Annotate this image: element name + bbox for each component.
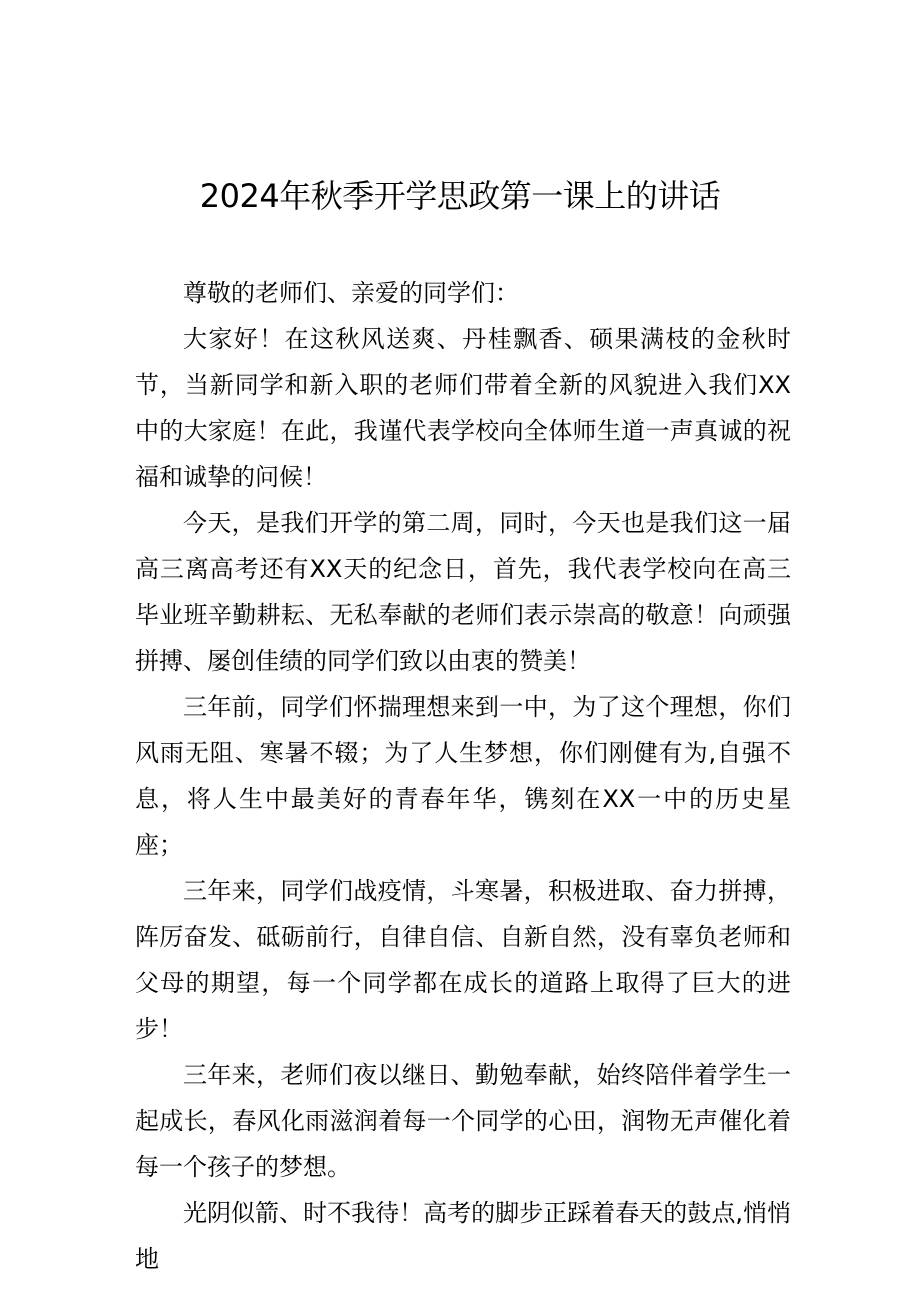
salutation-paragraph: 尊敬的老师们、亲爱的同学们： bbox=[183, 279, 519, 307]
anniversary-paragraph: 今天，是我们开学的第二周，同时，今天也是我们这一届高三离高考还有XX天的纪念日，首先，我代表学校向在高三毕业班辛勤耕耘、无私奉献的老师们表示崇高的敬意！向顽强拼搏、屡创佳绩的同学们致以由衷的赞美！ bbox=[135, 509, 791, 675]
teachers-dedication-paragraph: 三年来，老师们夜以继日、勤勉奉献，始终陪伴着学生一起成长，春风化雨滋润着每一个同学的心田，润物无声催化着每一个孩子的梦想。 bbox=[135, 1061, 791, 1181]
three-years-ago-paragraph: 三年前，同学们怀揣理想来到一中，为了这个理想，你们风雨无阻、寒暑不辍；为了人生梦想，你们刚健有为,自强不息，将人生中最美好的青春年华，镌刻在XX一中的历史星座； bbox=[135, 693, 791, 859]
time-flies-paragraph: 光阴似箭、时不我待！高考的脚步正踩着春天的鼓点,悄悄地 bbox=[135, 1199, 791, 1273]
greeting-paragraph: 大家好！在这秋风送爽、丹桂飘香、硕果满枝的金秋时节，当新同学和新入职的老师们带着全新的风貌进入我们XX中的大家庭！在此，我谨代表学校向全体师生道一声真诚的祝福和诚挚的问候！ bbox=[135, 325, 791, 491]
document-body bbox=[135, 270, 791, 1282]
document-title: 2024年秋季开学思政第一课上的讲话 bbox=[199, 177, 721, 215]
students-progress-paragraph: 三年来，同学们战疫情，斗寒暑，积极进取、奋力拼搏，阵厉奋发、砥砺前行，自律自信、自新自然，没有辜负老师和父母的期望，每一个同学都在成长的道路上取得了巨大的进步！ bbox=[135, 877, 791, 1043]
